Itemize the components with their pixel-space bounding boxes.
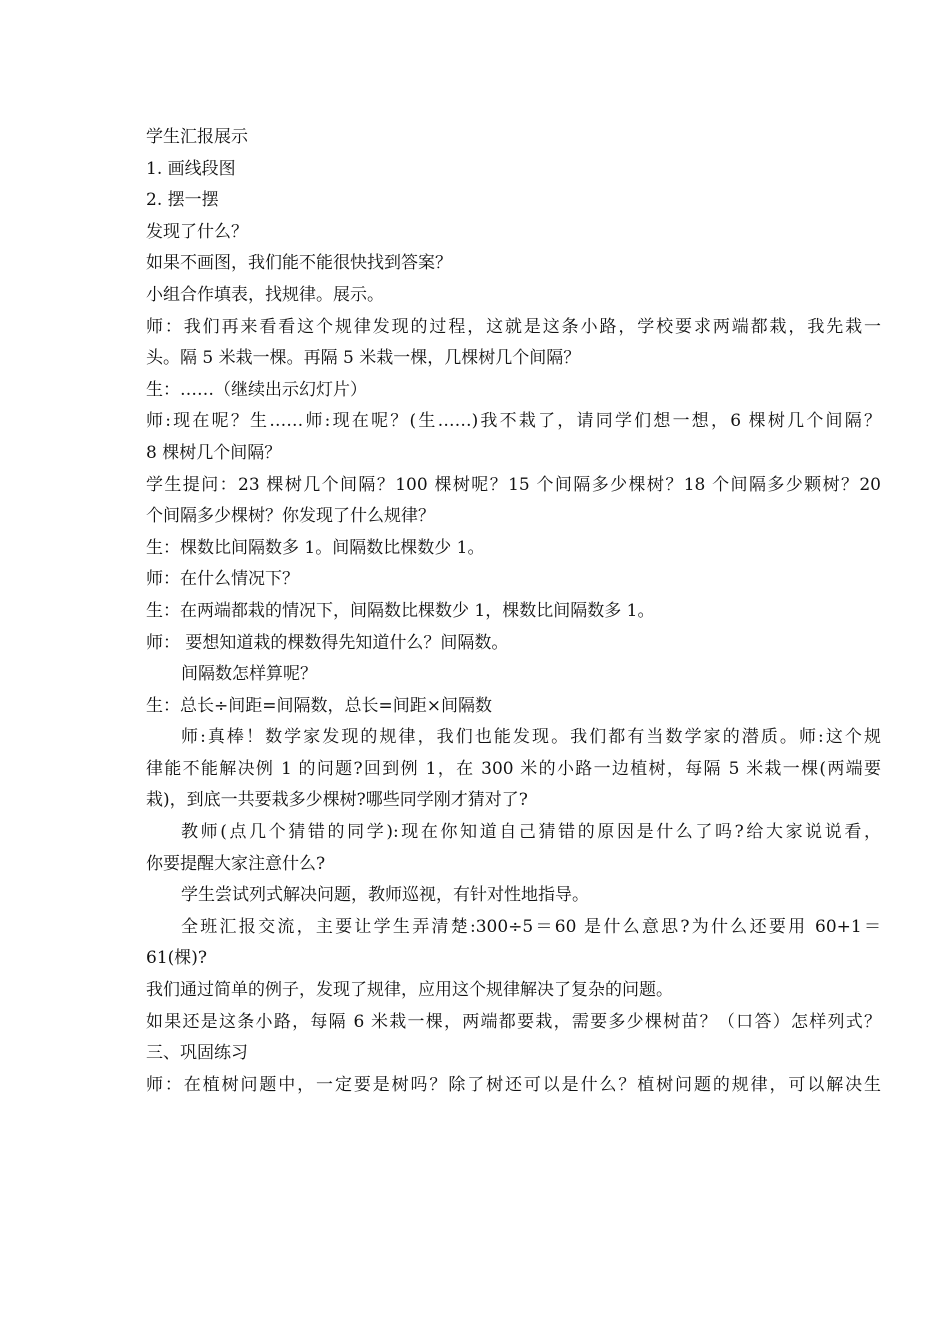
text-line: 我们通过简单的例子，发现了规律，应用这个规律解决了复杂的问题。 [146,980,673,1001]
text-line: 你要提醒大家注意什么? [146,853,326,874]
text-line: 栽)，到底一共要栽多少棵树?哪些同学刚才猜对了? [146,790,528,811]
text-line: 学生提问：23 棵树几个间隔？100 棵树呢？15 个间隔多少棵树？18 个间隔多少颗树？20 [146,474,881,495]
text-line: 生：在两端都栽的情况下，间隔数比棵数少 1，棵数比间隔数多 1。 [146,600,655,621]
text-line: 生：棵数比间隔数多 1。间隔数比棵数少 1。 [146,537,485,558]
text-line: 如果不画图，我们能不能很快找到答案？ [146,253,452,274]
text-line: 师：在什么情况下？ [146,569,299,590]
text-line: 生：……（继续出示幻灯片） [146,379,367,400]
text-line: 生：总长÷间距=间隔数，总长=间距×间隔数 [146,695,492,716]
document-body [146,122,881,1101]
text-line: 师:真棒！数学家发现的规律，我们也能发现。我们都有当数学家的潜质。师:这个规 [181,727,881,748]
text-line: 全班汇报交流，主要让学生弄清楚:300÷5＝60 是什么意思?为什么还要用 60+1＝ [181,916,881,937]
text-line: 师： 要想知道栽的棵数得先知道什么？间隔数。 [146,632,509,653]
text-line: 61(棵)? [146,948,208,969]
text-line: 学生尝试列式解决问题，教师巡视，有针对性地指导。 [181,885,589,906]
text-line: 律能不能解决例 1 的问题?回到例 1，在 300 米的小路一边植树，每隔 5 米栽一棵(两端要 [146,758,881,779]
text-line: 间隔数怎样算呢？ [181,664,317,685]
text-line: 2. 摆一摆 [146,190,219,211]
text-line: 教师(点几个猜错的同学):现在你知道自己猜错的原因是什么了吗?给大家说说看， [181,822,881,843]
text-line: 发现了什么？ [146,221,248,242]
text-line: 三、巩固练习 [146,1043,248,1064]
text-line: 师:现在呢？生……师:现在呢？(生……)我不栽了，请同学们想一想，6 棵树几个间隔？ [146,411,881,432]
text-line: 头。隔 5 米栽一棵。再隔 5 米栽一棵，几棵树几个间隔？ [146,348,581,369]
text-line: 8 棵树几个间隔？ [146,442,282,463]
text-line: 师：我们再来看看这个规律发现的过程，这就是这条小路，学校要求两端都栽，我先栽一 [146,316,881,337]
text-line: 1. 画线段图 [146,158,236,179]
text-line: 学生汇报展示 [146,127,248,147]
text-line: 如果还是这条小路，每隔 6 米栽一棵，两端都要栽，需要多少棵树苗？（口答）怎样列式？ [146,1011,881,1032]
text-line: 个间隔多少棵树？你发现了什么规律？ [146,506,435,527]
text-line: 小组合作填表，找规律。展示。 [146,284,384,305]
text-line: 师：在植树问题中，一定要是树吗？除了树还可以是什么？植树问题的规律，可以解决生 [146,1074,881,1095]
